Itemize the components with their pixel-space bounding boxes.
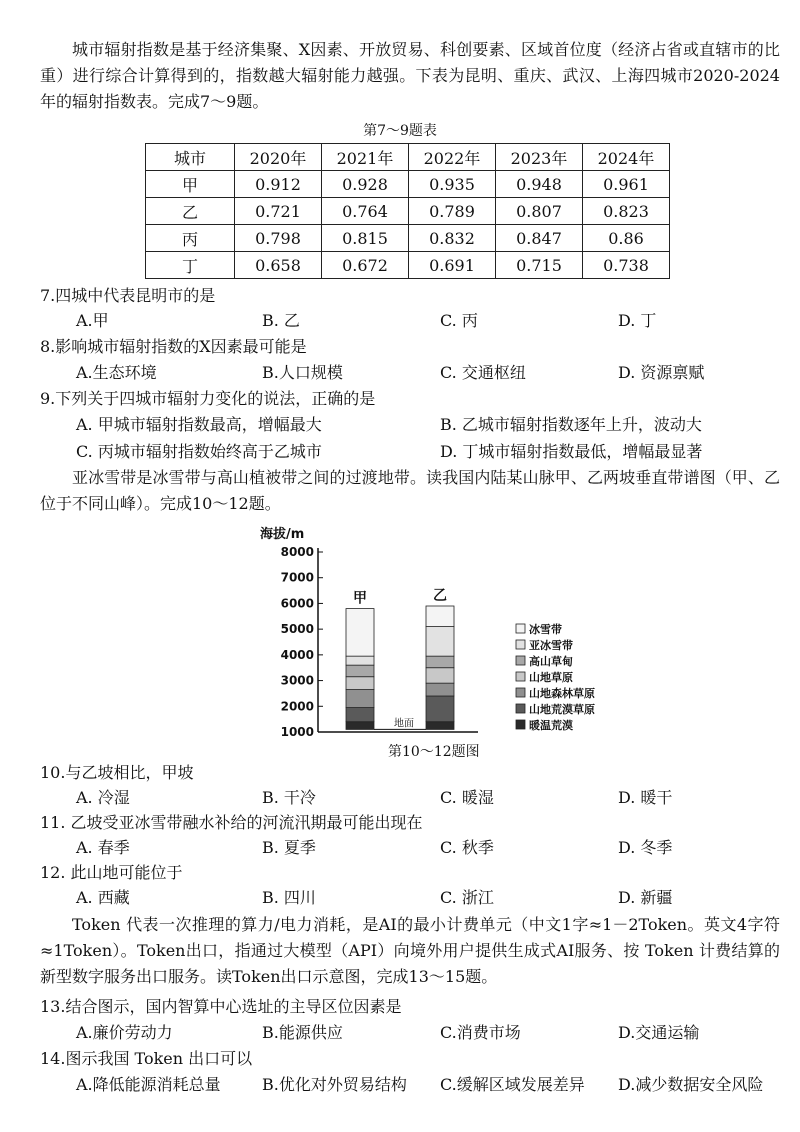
table-cell: 丁: [146, 252, 235, 279]
table-cell: 0.961: [583, 171, 670, 198]
intro-questions-10-12: 亚冰雪带是冰雪带与高山植被带之间的过渡地带。读我国内陆某山脉甲、乙两坡垂直带谱图（甲、乙位于不同山峰）。完成10～12题。: [40, 468, 780, 513]
legend-swatch: [516, 704, 525, 713]
option-b[interactable]: B. 乙: [262, 311, 300, 330]
y-tick-label: 6000: [280, 596, 314, 611]
table-cell: 0.658: [235, 252, 322, 279]
legend-label: 山地荒漠草原: [529, 703, 595, 716]
option-a[interactable]: A.降低能源消耗总量: [76, 1075, 221, 1094]
table-cell: 0.928: [322, 171, 409, 198]
option-b[interactable]: B.人口规模: [262, 363, 343, 382]
table-header-cell: 2021年: [322, 144, 409, 171]
legend-label: 暖温荒漠: [529, 719, 573, 732]
option-b[interactable]: B. 四川: [262, 888, 316, 907]
option-c[interactable]: C. 丙城市辐射指数始终高于乙城市: [76, 442, 322, 461]
table-cell: 丙: [146, 225, 235, 252]
legend-swatch: [516, 640, 525, 649]
table-cell: 0.935: [409, 171, 496, 198]
table-cell: 0.86: [583, 225, 670, 252]
table-header-cell: 2022年: [409, 144, 496, 171]
bar-segment: [426, 656, 454, 668]
intro-questions-7-9: 城市辐射指数是基于经济集聚、X因素、开放贸易、科创要素、区域首位度（经济占省或直辖市的比重）进行综合计算得到的，指数越大辐射能力越强。下表为昆明、重庆、武汉、上海四城市2020-2024年的辐射指数表。完成7～9题。: [40, 40, 780, 111]
bar-label: 甲: [353, 590, 367, 607]
bar-segment: [346, 609, 374, 657]
legend-label: 山地森林草原: [529, 687, 595, 700]
y-tick-label: 5000: [280, 622, 314, 637]
table-header-cell: 城市: [146, 144, 235, 171]
option-b[interactable]: B.优化对外贸易结构: [262, 1075, 407, 1094]
y-tick-label: 3000: [280, 673, 314, 688]
table-cell: 0.948: [496, 171, 583, 198]
table-header-cell: 2020年: [235, 144, 322, 171]
table-cell: 0.798: [235, 225, 322, 252]
bar-segment: [346, 708, 374, 722]
y-tick-label: 1000: [280, 725, 314, 739]
y-tick-label: 4000: [280, 647, 314, 662]
bar-segment: [346, 690, 374, 708]
option-c[interactable]: C. 交通枢纽: [440, 363, 526, 382]
option-d[interactable]: D. 新疆: [618, 888, 673, 907]
question-10-stem: 10.与乙坡相比，甲坡: [40, 763, 194, 782]
option-b[interactable]: B. 夏季: [262, 838, 316, 857]
bar-segment: [346, 656, 374, 665]
bar-segment: [426, 627, 454, 657]
option-d[interactable]: D. 丁城市辐射指数最低，增幅最显著: [440, 442, 703, 461]
question-8-stem: 8.影响城市辐射指数的X因素最可能是: [40, 337, 307, 356]
option-d[interactable]: D. 资源禀赋: [618, 363, 705, 382]
bar-segment: [346, 665, 374, 677]
table-cell: 0.721: [235, 198, 322, 225]
option-d[interactable]: D. 暖干: [618, 788, 673, 807]
option-c[interactable]: C. 秋季: [440, 838, 494, 857]
table-row: [146, 198, 670, 225]
question-14-stem: 14.图示我国 Token 出口可以: [40, 1049, 253, 1068]
table-cell: 乙: [146, 198, 235, 225]
table-cell: 0.832: [409, 225, 496, 252]
bar-segment: [426, 683, 454, 696]
legend: [516, 622, 595, 732]
option-a[interactable]: A.生态环境: [76, 363, 157, 382]
y-tick-label: 8000: [280, 545, 314, 559]
option-b[interactable]: B.能源供应: [262, 1023, 343, 1042]
figure-caption: 第10～12题图: [388, 744, 480, 760]
question-13-stem: 13.结合图示，国内智算中心选址的主导区位因素是: [40, 997, 402, 1016]
bar-segment: [426, 668, 454, 683]
option-a[interactable]: A. 甲城市辐射指数最高，增幅最大: [76, 415, 322, 434]
question-11-stem: 11. 乙坡受亚冰雪带融水补给的河流汛期最可能出现在: [40, 813, 423, 832]
bars: [346, 588, 454, 729]
bar-segment: [426, 722, 454, 730]
legend-label: 冰雪带: [529, 623, 562, 636]
table-cell: 0.823: [583, 198, 670, 225]
option-a[interactable]: A.廉价劳动力: [76, 1023, 173, 1042]
table-header-cell: 2024年: [583, 144, 670, 171]
option-c[interactable]: C. 暖湿: [440, 788, 494, 807]
table-cell: 0.807: [496, 198, 583, 225]
bar-segment: [426, 696, 454, 722]
radiation-index-table: [145, 143, 670, 279]
option-c[interactable]: C. 浙江: [440, 888, 494, 907]
table-cell: 甲: [146, 171, 235, 198]
bar-segment: [346, 722, 374, 730]
option-d[interactable]: D. 冬季: [618, 838, 673, 857]
vertical-zonation-chart: [240, 520, 640, 742]
table-caption: 第7～9题表: [363, 123, 437, 139]
table-cell: 0.691: [409, 252, 496, 279]
option-a[interactable]: A. 西藏: [76, 888, 130, 907]
y-axis-label: 海拔/m: [260, 527, 305, 542]
table-cell: 0.815: [322, 225, 409, 252]
table-cell: 0.847: [496, 225, 583, 252]
table-row: [146, 225, 670, 252]
ground-label: 地面: [394, 718, 414, 730]
option-a[interactable]: A.甲: [76, 311, 109, 330]
option-c[interactable]: C.消费市场: [440, 1023, 521, 1042]
legend-swatch: [516, 672, 525, 681]
option-b[interactable]: B. 乙城市辐射指数逐年上升，波动大: [440, 415, 702, 434]
option-b[interactable]: B. 干冷: [262, 788, 316, 807]
intro-questions-13-15: Token 代表一次推理的算力/电力消耗，是AI的最小计费单元（中文1字≈1－2Token。英文4字符≈1Token）。Token出口，指通过大模型（API）向境外用户提供生成式AI服务、按 Token 计费结算的新型数字服务出口服务。读Token出口示意图，完成13～15题。: [40, 915, 780, 986]
legend-swatch: [516, 624, 525, 633]
question-12-stem: 12. 此山地可能位于: [40, 863, 183, 882]
option-d[interactable]: D.减少数据安全风险: [618, 1075, 764, 1094]
table-cell: 0.912: [235, 171, 322, 198]
bar-segment: [426, 606, 454, 627]
table-header-cell: 2023年: [496, 144, 583, 171]
option-c[interactable]: C. 丙: [440, 311, 478, 330]
table-cell: 0.738: [583, 252, 670, 279]
legend-swatch: [516, 688, 525, 697]
legend-label: 亚冰雪带: [529, 639, 573, 652]
option-a[interactable]: A. 春季: [76, 838, 130, 857]
question-9-stem: 9.下列关于四城市辐射力变化的说法，正确的是: [40, 389, 376, 408]
bar-label: 乙: [433, 588, 447, 604]
y-tick-label: 2000: [280, 699, 314, 714]
table-cell: 0.764: [322, 198, 409, 225]
table-cell: 0.789: [409, 198, 496, 225]
legend-label: 高山草甸: [529, 655, 573, 668]
option-a[interactable]: A. 冷湿: [76, 788, 130, 807]
table-header-row: [146, 144, 670, 171]
bar-segment: [346, 677, 374, 690]
option-d[interactable]: D.交通运输: [618, 1023, 700, 1042]
legend-swatch: [516, 720, 525, 729]
y-tick-label: 7000: [280, 570, 314, 585]
table-row: [146, 252, 670, 279]
ground-annotation: [374, 716, 426, 729]
legend-swatch: [516, 656, 525, 665]
table-cell: 0.715: [496, 252, 583, 279]
question-7-stem: 7.四城中代表昆明市的是: [40, 286, 216, 305]
option-d[interactable]: D. 丁: [618, 311, 657, 330]
option-c[interactable]: C.缓解区域发展差异: [440, 1075, 585, 1094]
table-cell: 0.672: [322, 252, 409, 279]
legend-label: 山地草原: [529, 671, 573, 684]
table-row: [146, 171, 670, 198]
